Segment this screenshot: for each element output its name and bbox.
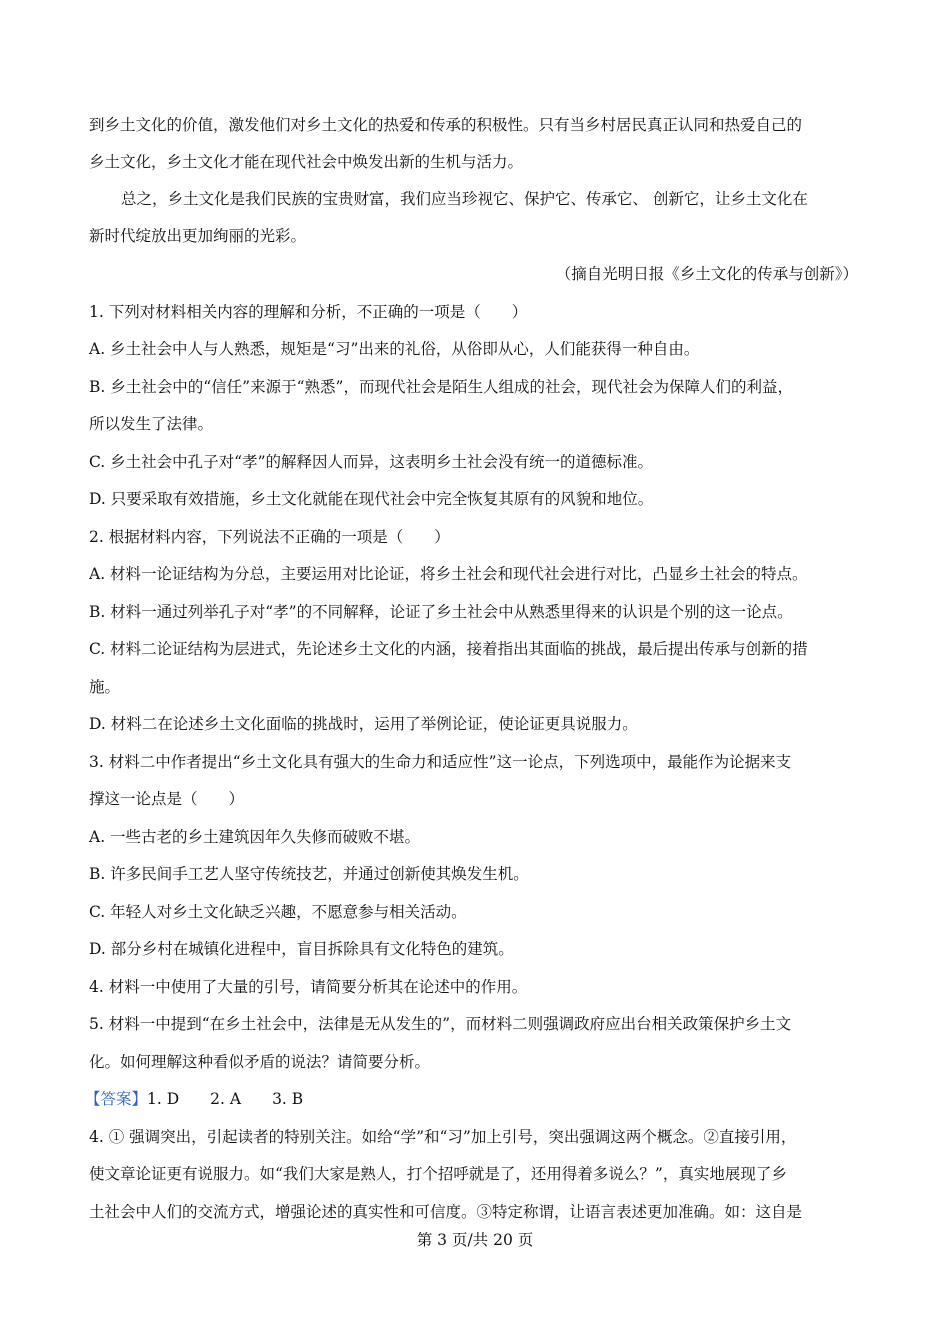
q2-option-d: D. 材料二在论述乡土文化面临的挑战时，运用了举例论证，使论证更具说服力。 bbox=[89, 715, 638, 733]
q1-option-b: B. 乡土社会中的“信任”来源于“熟悉”，而现代社会是陌生人组成的社会，现代社会为保障人们的利益， bbox=[89, 378, 793, 396]
answer-line bbox=[85, 1089, 870, 1109]
q3-option-c: C. 年轻人对乡土文化缺乏兴趣，不愿意参与相关活动。 bbox=[89, 903, 467, 921]
question-1-stem: 1. 下列对材料相关内容的理解和分析，不正确的一项是（ ） bbox=[89, 303, 528, 321]
answer-4-line: 4. ① 强调突出，引起读者的特别关注。如给“学”和“习”加上引号，突出强调这两个概念。②直接引用， bbox=[89, 1128, 797, 1146]
question-4-stem: 4. 材料一中使用了大量的引号，请简要分析其在论述中的作用。 bbox=[89, 978, 528, 996]
q1-option-d: D. 只要采取有效措施，乡土文化就能在现代社会中完全恢复其原有的风貌和地位。 bbox=[89, 490, 654, 508]
q2-option-c-cont: 施。 bbox=[89, 678, 121, 696]
q3-option-d: D. 部分乡村在城镇化进程中，盲目拆除具有文化特色的建筑。 bbox=[89, 940, 514, 958]
question-3-stem-cont: 撑这一论点是（ ） bbox=[89, 790, 245, 808]
answer-4-line: 土社会中人们的交流方式，增强论述的真实性和可信度。③特定称谓，让语言表述更加准确。如：这自是 bbox=[89, 1203, 803, 1221]
question-5-stem-cont: 化。如何理解这种看似矛盾的说法？请简要分析。 bbox=[89, 1053, 431, 1071]
q1-option-a: A. 乡土社会中人与人熟悉，规矩是“习”出来的礼俗，从俗即从心，人们能获得一种自由。 bbox=[89, 340, 700, 358]
paragraph-line: 到乡土文化的价值，激发他们对乡土文化的热爱和传承的积极性。只有当乡村居民真正认同和热爱自己的 bbox=[89, 116, 803, 134]
q1-option-b-cont: 所以发生了法律。 bbox=[89, 415, 214, 433]
question-3-stem: 3. 材料二中作者提出“乡土文化具有强大的生命力和适应性”这一论点，下列选项中，最能作为论据来支 bbox=[89, 753, 792, 771]
q2-option-c: C. 材料二论证结构为层进式，先论述乡土文化的内涵，接着指出其面临的挑战，最后提出传承与创新的措 bbox=[89, 640, 808, 658]
source-citation: （摘自光明日报《乡土文化的传承与创新》） bbox=[555, 265, 858, 283]
q3-option-b: B. 许多民间手工艺人坚守传统技艺，并通过创新使其焕发生机。 bbox=[89, 865, 529, 883]
answer-4-line: 使文章论证更有说服力。如“我们大家是熟人，打个招呼就是了，还用得着多说么？”，真实地展现了乡 bbox=[89, 1165, 787, 1183]
paragraph-line: 乡土文化，乡土文化才能在现代社会中焕发出新的生机与活力。 bbox=[89, 153, 524, 171]
paragraph-line: 新时代绽放出更加绚丽的光彩。 bbox=[89, 227, 307, 245]
page-footer: 第 3 页/共 20 页 bbox=[416, 1231, 534, 1249]
question-5-stem: 5. 材料一中提到“在乡土社会中，法律是无从发生的”，而材料二则强调政府应出台相关政策保护乡土文 bbox=[89, 1015, 792, 1033]
question-2-stem: 2. 根据材料内容，下列说法不正确的一项是（ ） bbox=[89, 528, 450, 546]
q1-option-c: C. 乡土社会中孔子对“孝”的解释因人而异，这表明乡土社会没有统一的道德标准。 bbox=[89, 453, 654, 471]
answer-choices: 1. D 2. A 3. B bbox=[147, 1090, 304, 1108]
q3-option-a: A. 一些古老的乡土建筑因年久失修而破败不堪。 bbox=[89, 828, 421, 846]
paragraph-line: 总之，乡土文化是我们民族的宝贵财富，我们应当珍视它、保护它、传承它、 创新它，让乡土文化在 bbox=[121, 190, 808, 208]
answer-tag: 【答案】 bbox=[85, 1090, 148, 1108]
q2-option-b: B. 材料一通过列举孔子对“孝”的不同解释，论证了乡土社会中从熟悉里得来的认识是个别的这一论点。 bbox=[89, 603, 793, 621]
q2-option-a: A. 材料一论证结构为分总，主要运用对比论证，将乡土社会和现代社会进行对比，凸显乡土社会的特点。 bbox=[89, 565, 808, 583]
